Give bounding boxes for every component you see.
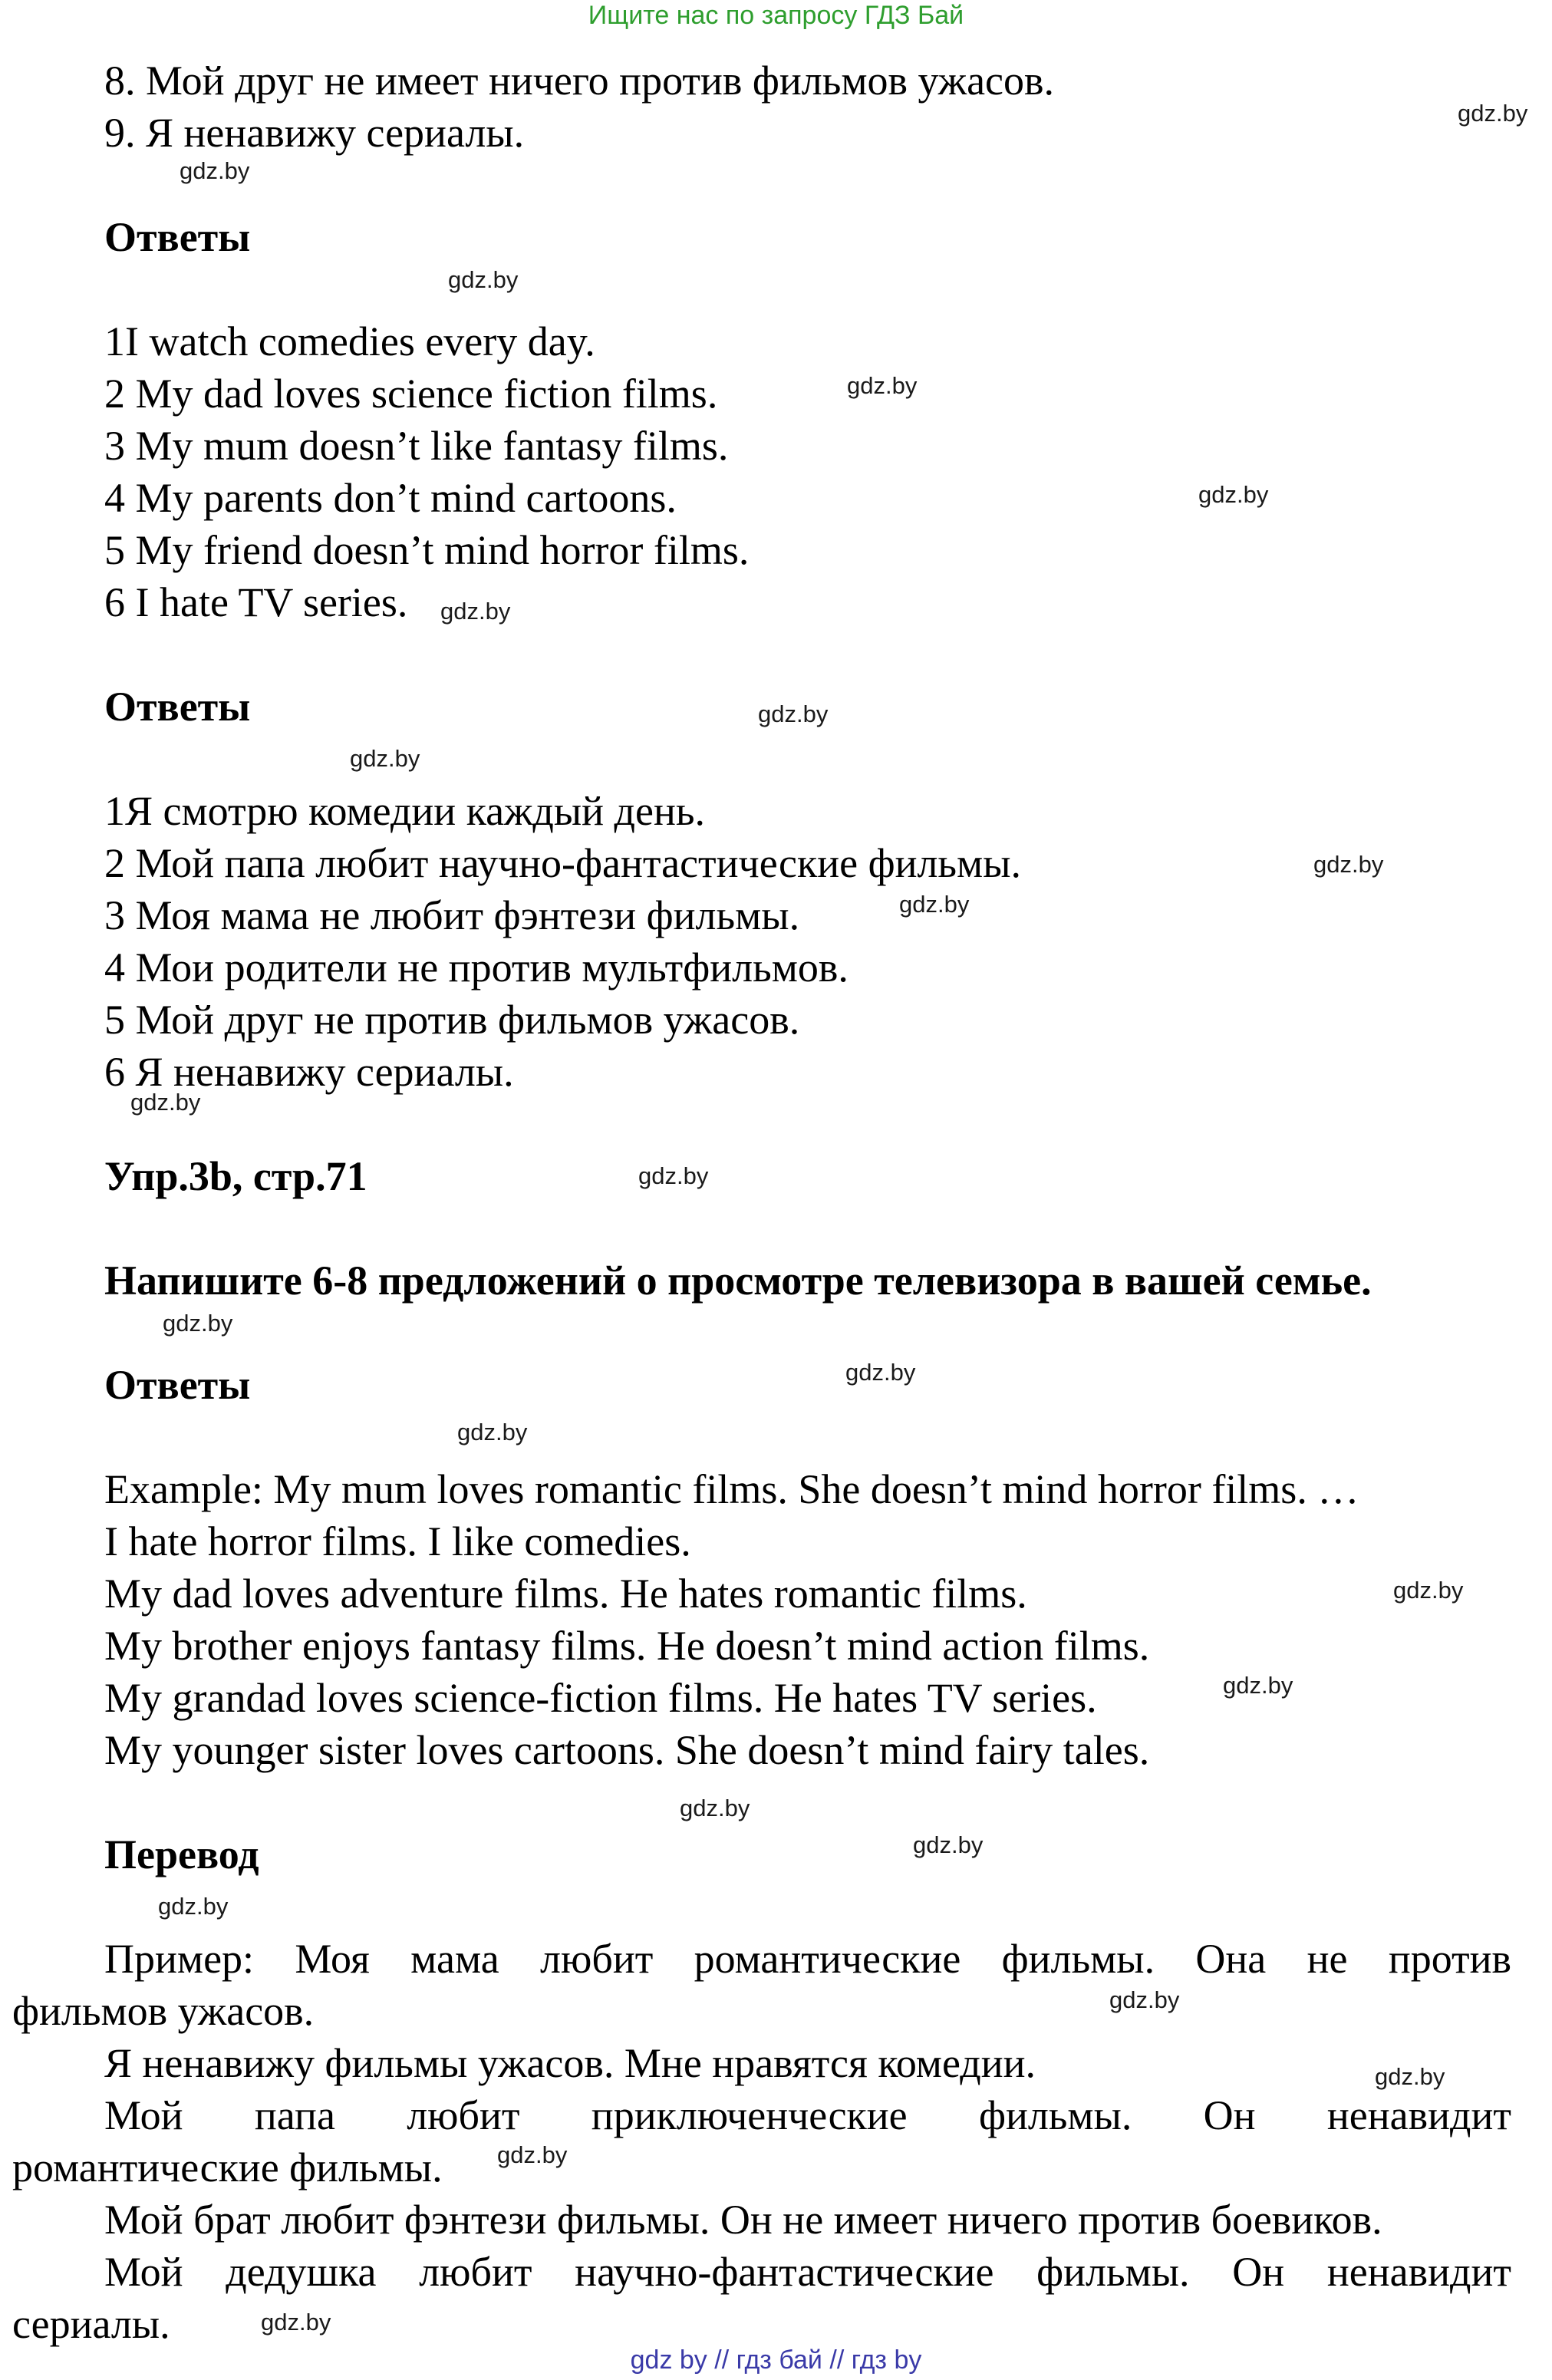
watermark: gdz.by xyxy=(1109,1986,1180,2013)
watermark: gdz.by xyxy=(163,1310,233,1337)
example-line: My younger sister loves cartoons. She doesn’t mind fairy tales. xyxy=(104,1727,1150,1773)
example-line: Example: My mum loves romantic films. She doesn’t mind horror films. … xyxy=(104,1466,1359,1512)
exercise-title: Упр.3b, стр.71 xyxy=(104,1153,367,1199)
answer-line: 4 My parents don’t mind cartoons. xyxy=(104,475,677,521)
watermark: gdz.by xyxy=(680,1795,750,1821)
translation-line: Мой дедушка любит научно-фантастические фильмы. Он ненавидит xyxy=(104,2249,1511,2295)
answer-line: 1Я смотрю комедии каждый день. xyxy=(104,788,706,834)
translation-line: Пример: Моя мама любит романтические фильмы. Она не против xyxy=(104,1936,1511,1982)
translation-line: фильмов ужасов. xyxy=(12,1988,315,2034)
watermark: gdz.by xyxy=(350,745,420,772)
watermark: gdz.by xyxy=(497,2141,568,2168)
exercise-task: Напишите 6-8 предложений о просмотре телевизора в вашей семье. xyxy=(104,1258,1372,1304)
translation-line: Мой брат любит фэнтези фильмы. Он не имеет ничего против боевиков. xyxy=(104,2197,1382,2243)
watermark: gdz.by xyxy=(457,1419,528,1445)
watermark: gdz.by xyxy=(758,700,829,727)
watermark: gdz.by xyxy=(899,891,970,918)
translation-line: романтические фильмы. xyxy=(12,2144,443,2190)
translation-line: сериалы. xyxy=(12,2301,170,2347)
answers-heading: Ответы xyxy=(104,684,251,730)
answer-line: 4 Мои родители не против мультфильмов. xyxy=(104,944,848,991)
example-line: I hate horror films. I like comedies. xyxy=(104,1518,691,1564)
watermark: gdz.by xyxy=(1375,2063,1445,2090)
example-line: My brother enjoys fantasy films. He doesn’t mind action films. xyxy=(104,1623,1150,1669)
answer-line: 3 Моя мама не любит фэнтези фильмы. xyxy=(104,892,800,938)
answer-line: 3 My mum doesn’t like fantasy films. xyxy=(104,423,729,469)
watermark: gdz.by xyxy=(261,2309,331,2335)
watermark: gdz.by xyxy=(158,1893,229,1920)
answer-line: 1I watch comedies every day. xyxy=(104,318,595,364)
watermark: gdz.by xyxy=(913,1831,984,1858)
example-line: My dad loves adventure films. He hates romantic films. xyxy=(104,1571,1027,1617)
footer-links[interactable]: gdz by // гдз бай // гдз by xyxy=(630,2345,922,2375)
watermark: gdz.by xyxy=(1313,851,1384,878)
search-banner[interactable]: Ищите нас по запросу ГДЗ Бай xyxy=(588,1,964,30)
list-item: 9. Я ненавижу сериалы. xyxy=(104,110,525,156)
example-line: My grandad loves science-fiction films. He hates TV series. xyxy=(104,1675,1097,1721)
answers-heading: Ответы xyxy=(104,1362,251,1408)
answer-line: 6 Я ненавижу сериалы. xyxy=(104,1049,514,1095)
list-item: 8. Мой друг не имеет ничего против фильмов ужасов. xyxy=(104,58,1055,104)
watermark: gdz.by xyxy=(440,598,511,625)
answer-line: 2 Мой папа любит научно-фантастические фильмы. xyxy=(104,840,1022,886)
answer-line: 5 My friend doesn’t mind horror films. xyxy=(104,527,750,573)
watermark: gdz.by xyxy=(1223,1672,1293,1699)
watermark: gdz.by xyxy=(180,157,250,184)
answers-heading: Ответы xyxy=(104,214,251,260)
watermark: gdz.by xyxy=(1458,100,1528,127)
watermark: gdz.by xyxy=(448,266,519,293)
translation-heading: Перевод xyxy=(104,1831,259,1877)
watermark: gdz.by xyxy=(845,1359,916,1386)
translation-line: Я ненавижу фильмы ужасов. Мне нравятся комедии. xyxy=(104,2040,1036,2086)
answer-line: 2 My dad loves science fiction films. xyxy=(104,371,718,417)
watermark: gdz.by xyxy=(847,372,918,399)
translation-line: Мой папа любит приключенческие фильмы. Он ненавидит xyxy=(104,2092,1511,2138)
watermark: gdz.by xyxy=(638,1162,709,1189)
watermark: gdz.by xyxy=(130,1089,201,1116)
watermark: gdz.by xyxy=(1393,1577,1464,1604)
answer-line: 6 I hate TV series. xyxy=(104,579,408,625)
answer-line: 5 Мой друг не против фильмов ужасов. xyxy=(104,997,800,1043)
watermark: gdz.by xyxy=(1198,481,1269,508)
